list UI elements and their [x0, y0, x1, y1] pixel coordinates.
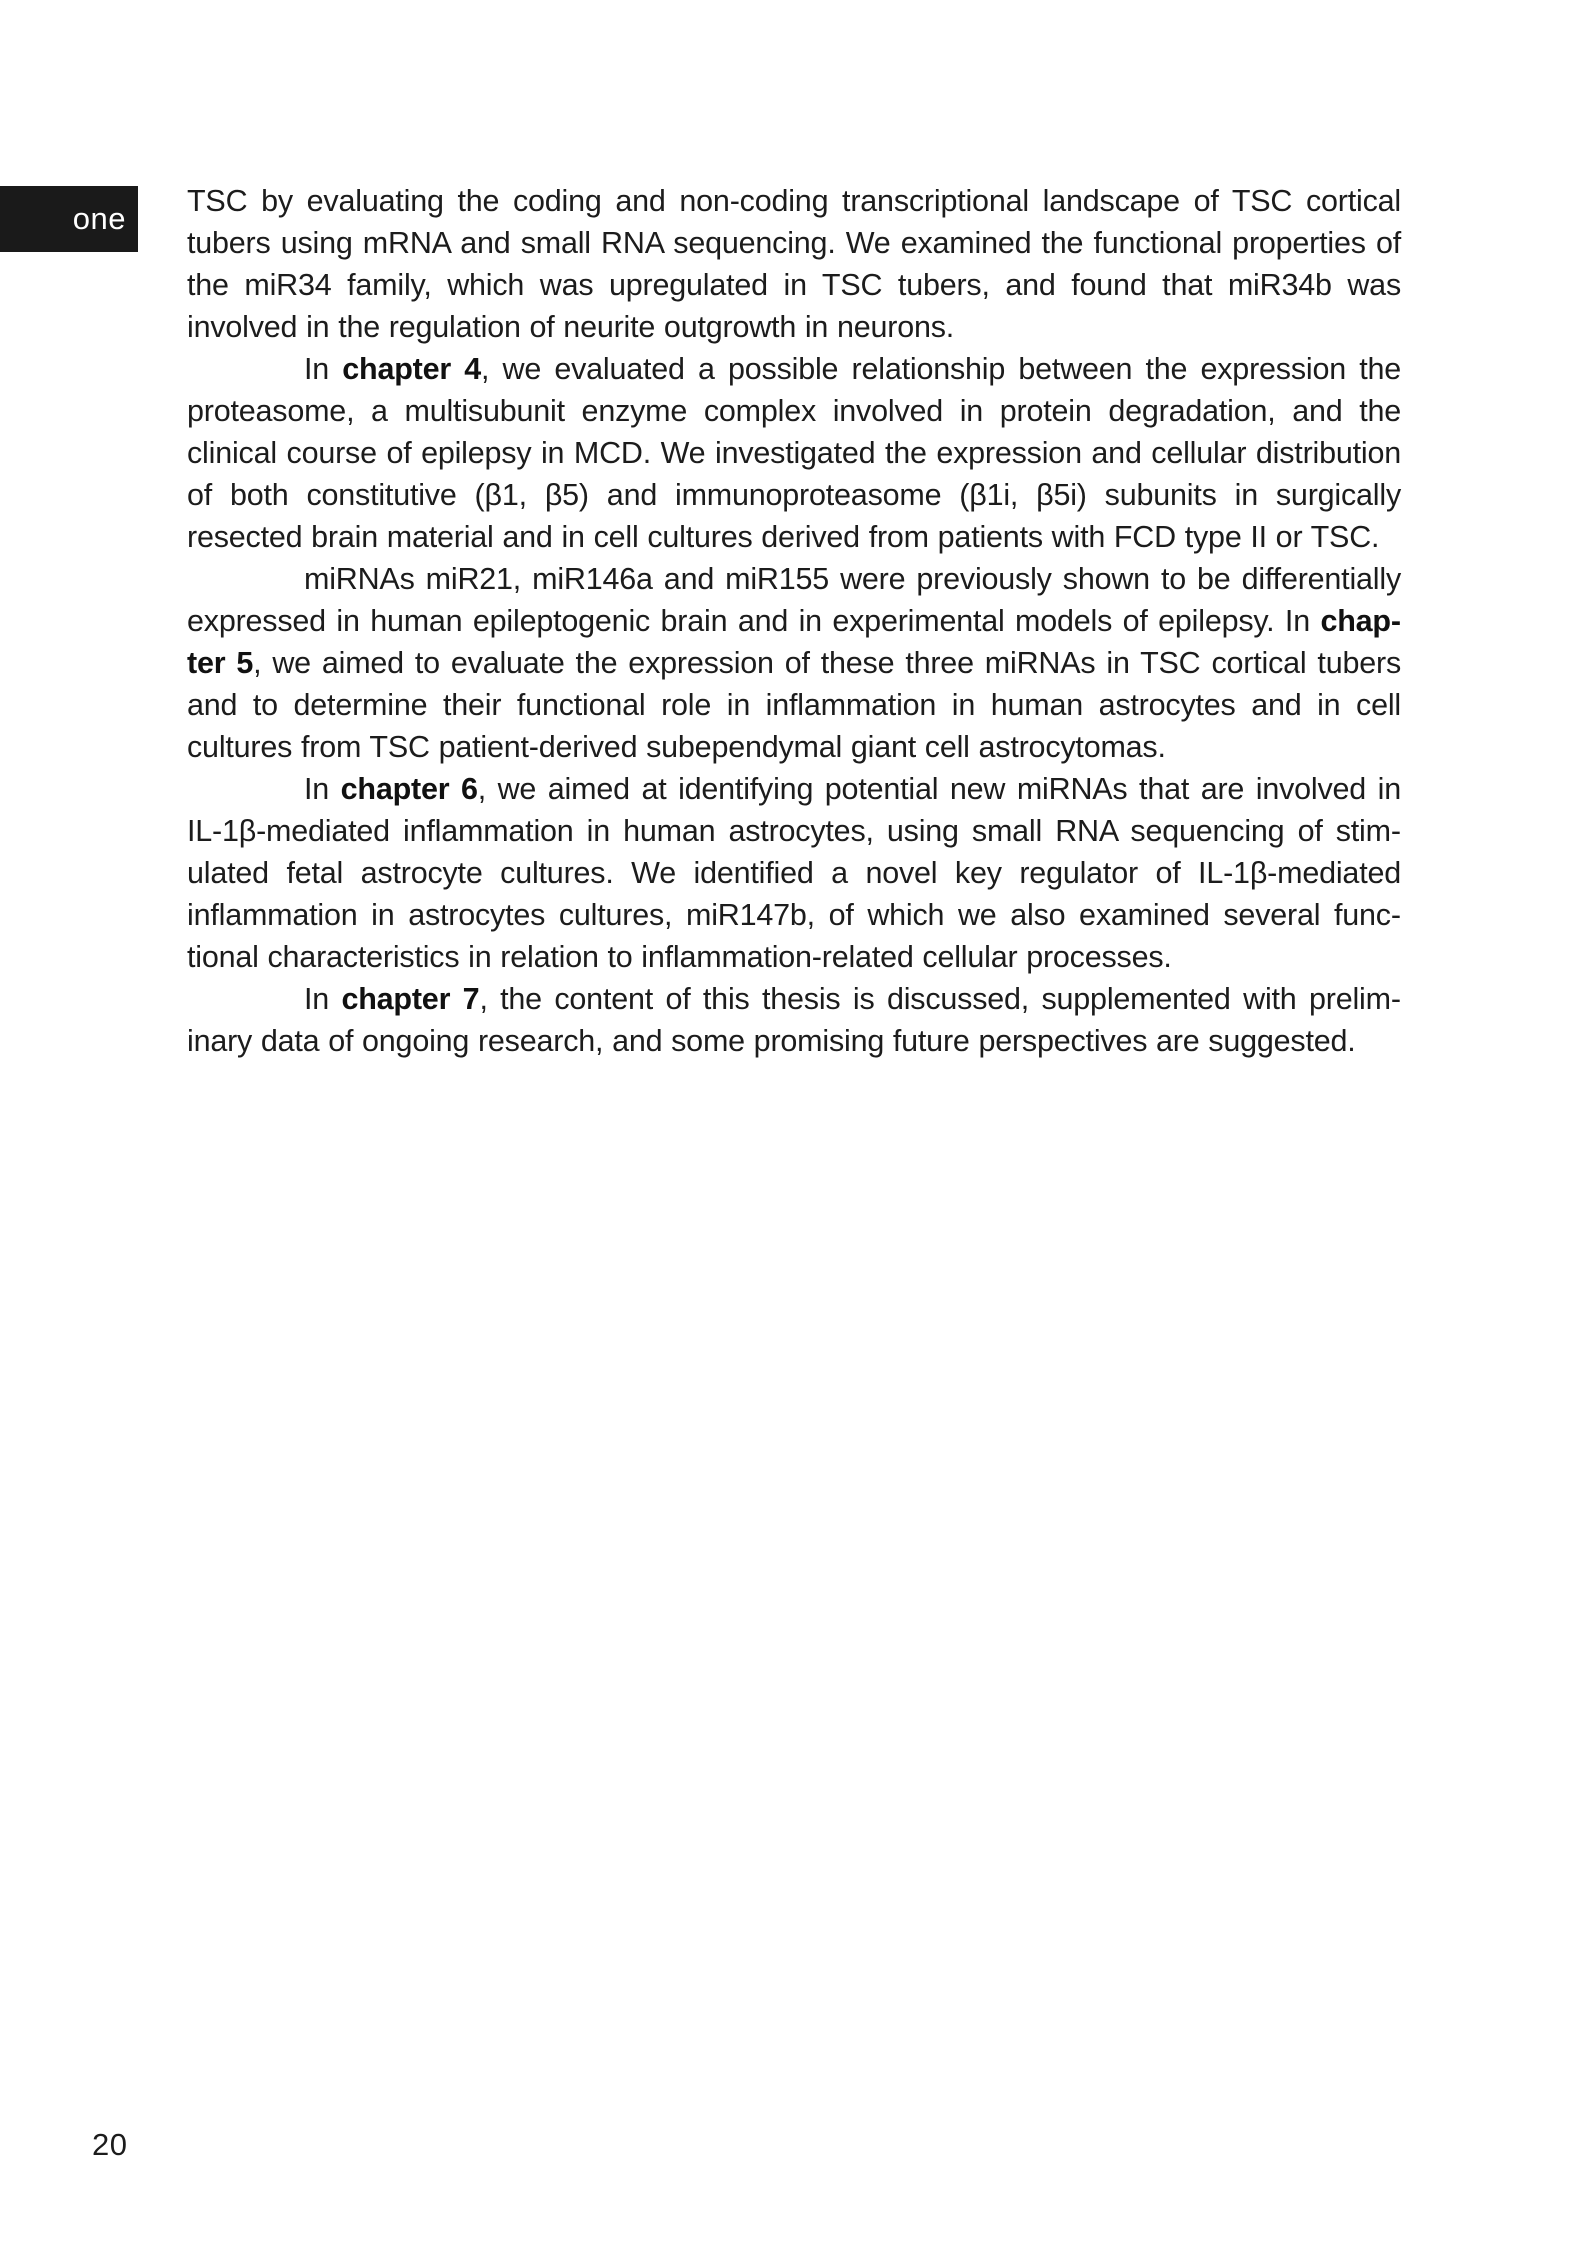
text-run: , we aimed to evaluate the expression of these three miRNAs in TSC cortical tubers and to determine their functional role in inflammation in human astrocytes and in cell cultures from TSC patient-derived subependymal giant cell astrocytomas. [187, 646, 1401, 764]
paragraph [187, 348, 1401, 558]
chapter-reference: chapter 7 [341, 982, 480, 1016]
text-run: , we evaluated a possible relationship between the expression the proteasome, a multisubunit enzyme complex involved in protein degradation, and the clinical course of epilepsy in MCD. We investigated the expression and cellular distribution of both constitutive (β1, β5) and immunoproteasome (β1i, β5i) subunits in surgically resected brain material and in cell cultures derived from patients with FCD type II or TSC. [187, 352, 1402, 554]
text-run: In [304, 772, 341, 806]
text-run: TSC by evaluating the coding and non-coding transcriptional landscape of TSC cortical tubers using mRNA and small RNA sequencing. We examined the functional properties of the miR34 family, which was upregulated in TSC tubers, and found that miR34b was involved in the regulation of neurite outgrowth in neurons. [187, 184, 1401, 344]
paragraph [187, 180, 1401, 348]
chapter-reference: chapter 5 [187, 604, 1401, 680]
text-run: In [304, 982, 342, 1016]
body-text [187, 180, 1401, 1062]
page-number: 20 [92, 2127, 128, 2162]
paragraph [187, 978, 1401, 1062]
paragraph [187, 768, 1401, 978]
chapter-tab [0, 186, 138, 252]
text-run: In [304, 352, 343, 386]
chapter-reference: chapter 6 [340, 772, 478, 806]
text-run: , we aimed at identifying potential new miRNAs that are involved in IL-1β-mediated inflammation in human astrocytes, using small RNA sequencing of stimulated fetal astrocyte cultures. We identified a novel key regulator of IL-1β-mediated inflammation in astrocytes cultures, miR147b, of which we also examined several functional characteristics in relation to inflammation-related cellular processes. [187, 772, 1401, 974]
text-run: miRNAs miR21, miR146a and miR155 were previously shown to be differentially expressed in human epileptogenic brain and in experimental models of epilepsy. In [187, 562, 1401, 638]
chapter-reference: chapter 4 [342, 352, 482, 386]
chapter-tab-label: one [72, 201, 126, 236]
paragraph [187, 558, 1401, 768]
text-run: , the content of this thesis is discussed, supplemented with preliminary data of ongoing research, and some promising future perspectives are suggested. [187, 982, 1401, 1058]
